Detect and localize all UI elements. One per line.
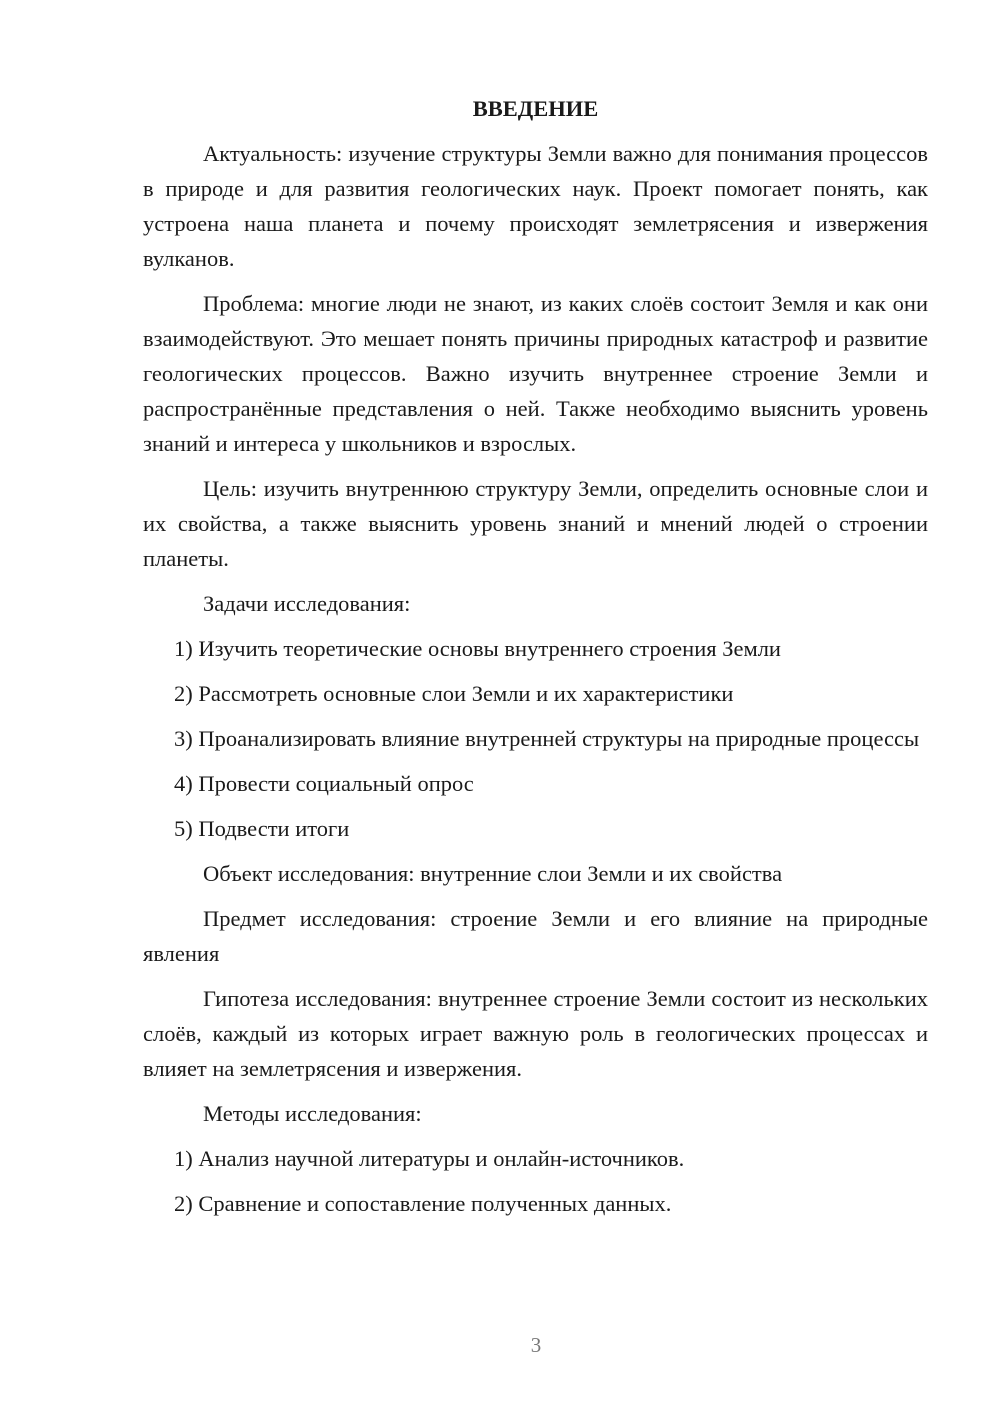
task-item: 1) Изучить теоретические основы внутреннего строения Земли (174, 636, 781, 661)
task-item: 5) Подвести итоги (174, 816, 350, 841)
methods-title: Методы исследования: (203, 1101, 422, 1126)
goal-paragraph: Цель: изучить внутреннюю структуру Земли, определить основные слои и их свойства, а также выяснить уровень знаний и мнений людей о строении планеты. (143, 476, 928, 571)
hypothesis-paragraph: Гипотеза исследования: внутреннее строение Земли состоит из нескольких слоёв, каждый из которых играет важную роль в геологических процессах и влияет на землетрясения и извержения. (143, 986, 928, 1081)
method-item: 2) Сравнение и сопоставление полученных данных. (174, 1191, 672, 1216)
tasks-title: Задачи исследования: (203, 591, 411, 616)
subject-paragraph: Предмет исследования: строение Земли и его влияние на природные явления (143, 906, 928, 966)
task-item: 4) Провести социальный опрос (174, 771, 474, 796)
problem-paragraph: Проблема: многие люди не знают, из каких слоёв состоит Земля и как они взаимодействуют. Это мешает понять причины природных катастроф и развитие геологических процессов. Важно изучить внутреннее строение Земли и распространённые представления о ней. Также необходимо выяснить уровень знаний и интереса у школьников и взрослых. (143, 291, 928, 456)
object-paragraph: Объект исследования: внутренние слои Земли и их свойства (203, 861, 783, 886)
relevance-paragraph: Актуальность: изучение структуры Земли важно для понимания процессов в природе и для развития геологических наук. Проект помогает понять, как устроена наша планета и почему происходят землетрясения и извержения вулканов. (143, 141, 928, 271)
task-item: 3) Проанализировать влияние внутренней структуры на природные процессы (174, 726, 920, 751)
page-content (143, 94, 928, 1231)
task-item: 2) Рассмотреть основные слои Земли и их характеристики (174, 681, 734, 706)
section-heading: ВВЕДЕНИЕ (472, 96, 599, 121)
method-item: 1) Анализ научной литературы и онлайн-источников. (174, 1146, 685, 1171)
page-number: 3 (530, 1333, 542, 1357)
